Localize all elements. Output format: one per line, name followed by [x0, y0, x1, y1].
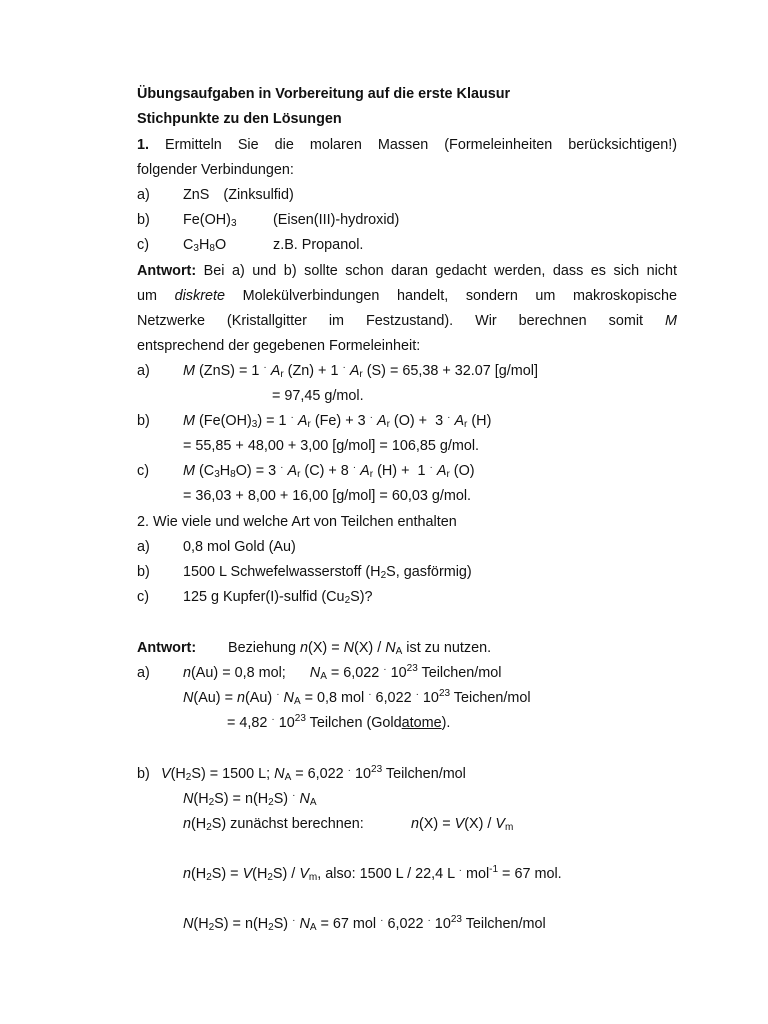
page-subtitle: Stichpunkte zu den Lösungen — [137, 111, 342, 127]
page-title: Übungsaufgaben in Vorbereitung auf die erste Klausur — [137, 86, 511, 102]
q1-number: 1. — [137, 137, 150, 153]
q1-item-b: b) $Fe(OH)_3$ (Eisen(III)-hydroxid) — [137, 212, 400, 229]
a1-line4: entsprechend der gegebenen Formeleinheit: — [137, 338, 421, 354]
a2-b-line5: $N(H_2S) = n(H_2S)$ · $N_A = 67$ mol · 6,022 · $10^{23}$ Teilchen/mol — [183, 914, 546, 933]
q2-item-b: b) 1500 L Schwefelwasserstoff ($H_2S$, gasförmig) — [137, 564, 472, 581]
a1-calc-a-result: = 97,45 g/mol. — [272, 388, 364, 404]
a2-a-line2: N(Au) = n(Au) · $N_A = 0,8$ mol · 6,022 · $10^{23}$ Teichen/mol — [183, 688, 531, 707]
a1-line1: Antwort: Bei a) und b) sollte schon daran gedacht werden, dass es sich nicht — [137, 263, 678, 279]
q1-text-line1 — [137, 136, 677, 154]
a2-a-line3: = 4,82 · $10^{23}$ Teilchen (Goldatome). — [227, 713, 451, 731]
a1-calc-c-result: = 36,03 + 8,00 + 16,00 [g/mol] = 60,03 g/mol. — [183, 488, 472, 504]
q1-item-c: c) $C_3H_8O$ z.B. Propanol. — [137, 237, 364, 254]
a1-line2: um diskrete Molekülverbindungen handelt, sondern um makroskopische — [137, 288, 678, 304]
q2-item-c: c) 125 g Kupfer(I)-sulfid $(Cu_2S)$? — [137, 589, 373, 606]
a2-a-line1: a) n(Au) = 0,8 mol; $N_A = 6,022$ · $10^{23}$ Teilchen/mol — [137, 663, 502, 682]
a1-line3: Netzwerke (Kristallgitter im Festzustand). Wir berechnen somit M — [137, 313, 677, 329]
q1-text-line2: folgender Verbindungen: — [137, 162, 294, 178]
a1-calc-b-result: = 55,85 + 48,00 + 3,00 [g/mol] = 106,85 g/mol. — [183, 438, 480, 454]
a2-b-line3: $n(H_2S)$ zunächst berechnen: $n(X) = V(X) / V_m$ — [183, 816, 514, 833]
q2-item-a: a) 0,8 mol Gold (Au) — [137, 539, 296, 555]
a2-b-line4: $n(H_2S) = V(H_2S) / V_m$, also: 1500 L / 22,4 L · mol$^{-1}$ = 67 mol. — [183, 864, 562, 883]
q1-line1: Ermitteln Sie die molaren Massen (Formeleinheiten berücksichtigen!) — [165, 137, 678, 153]
a2-b-line1: b) $V(H_2S) = 1500$ L; $N_A = 6,022$ · $10^{23}$ Teilchen/mol — [137, 764, 466, 783]
a2-relation: Antwort: Beziehung $n(X) = N(X) / N_A$ ist zu nutzen. — [137, 640, 492, 657]
a2-b-line2: $N(H_2S) = n(H_2S)$ · $N_A$ — [183, 790, 317, 808]
a1-calc-a: a) M (ZnS) = 1 · $A_r$ (Zn) + 1 · $A_r$ (S) = 65,38 + 32.07 [g/mol] — [137, 362, 538, 380]
q2-text: 2. Wie viele und welche Art von Teilchen enthalten — [137, 514, 457, 530]
a1-calc-c: c) M $(C_3H_8O) = 3$ · $A_r$ (C) + 8 · $A_r$ (H) + 1 · $A_r$ (O) — [137, 462, 475, 480]
a1-calc-b: b) M $(Fe(OH)_3) = 1$ · $A_r$ (Fe) + 3 · $A_r$ (O) + 3 · $A_r$ (H) — [137, 412, 492, 430]
q1-item-a: a) ZnS (Zinksulfid) — [137, 187, 294, 203]
